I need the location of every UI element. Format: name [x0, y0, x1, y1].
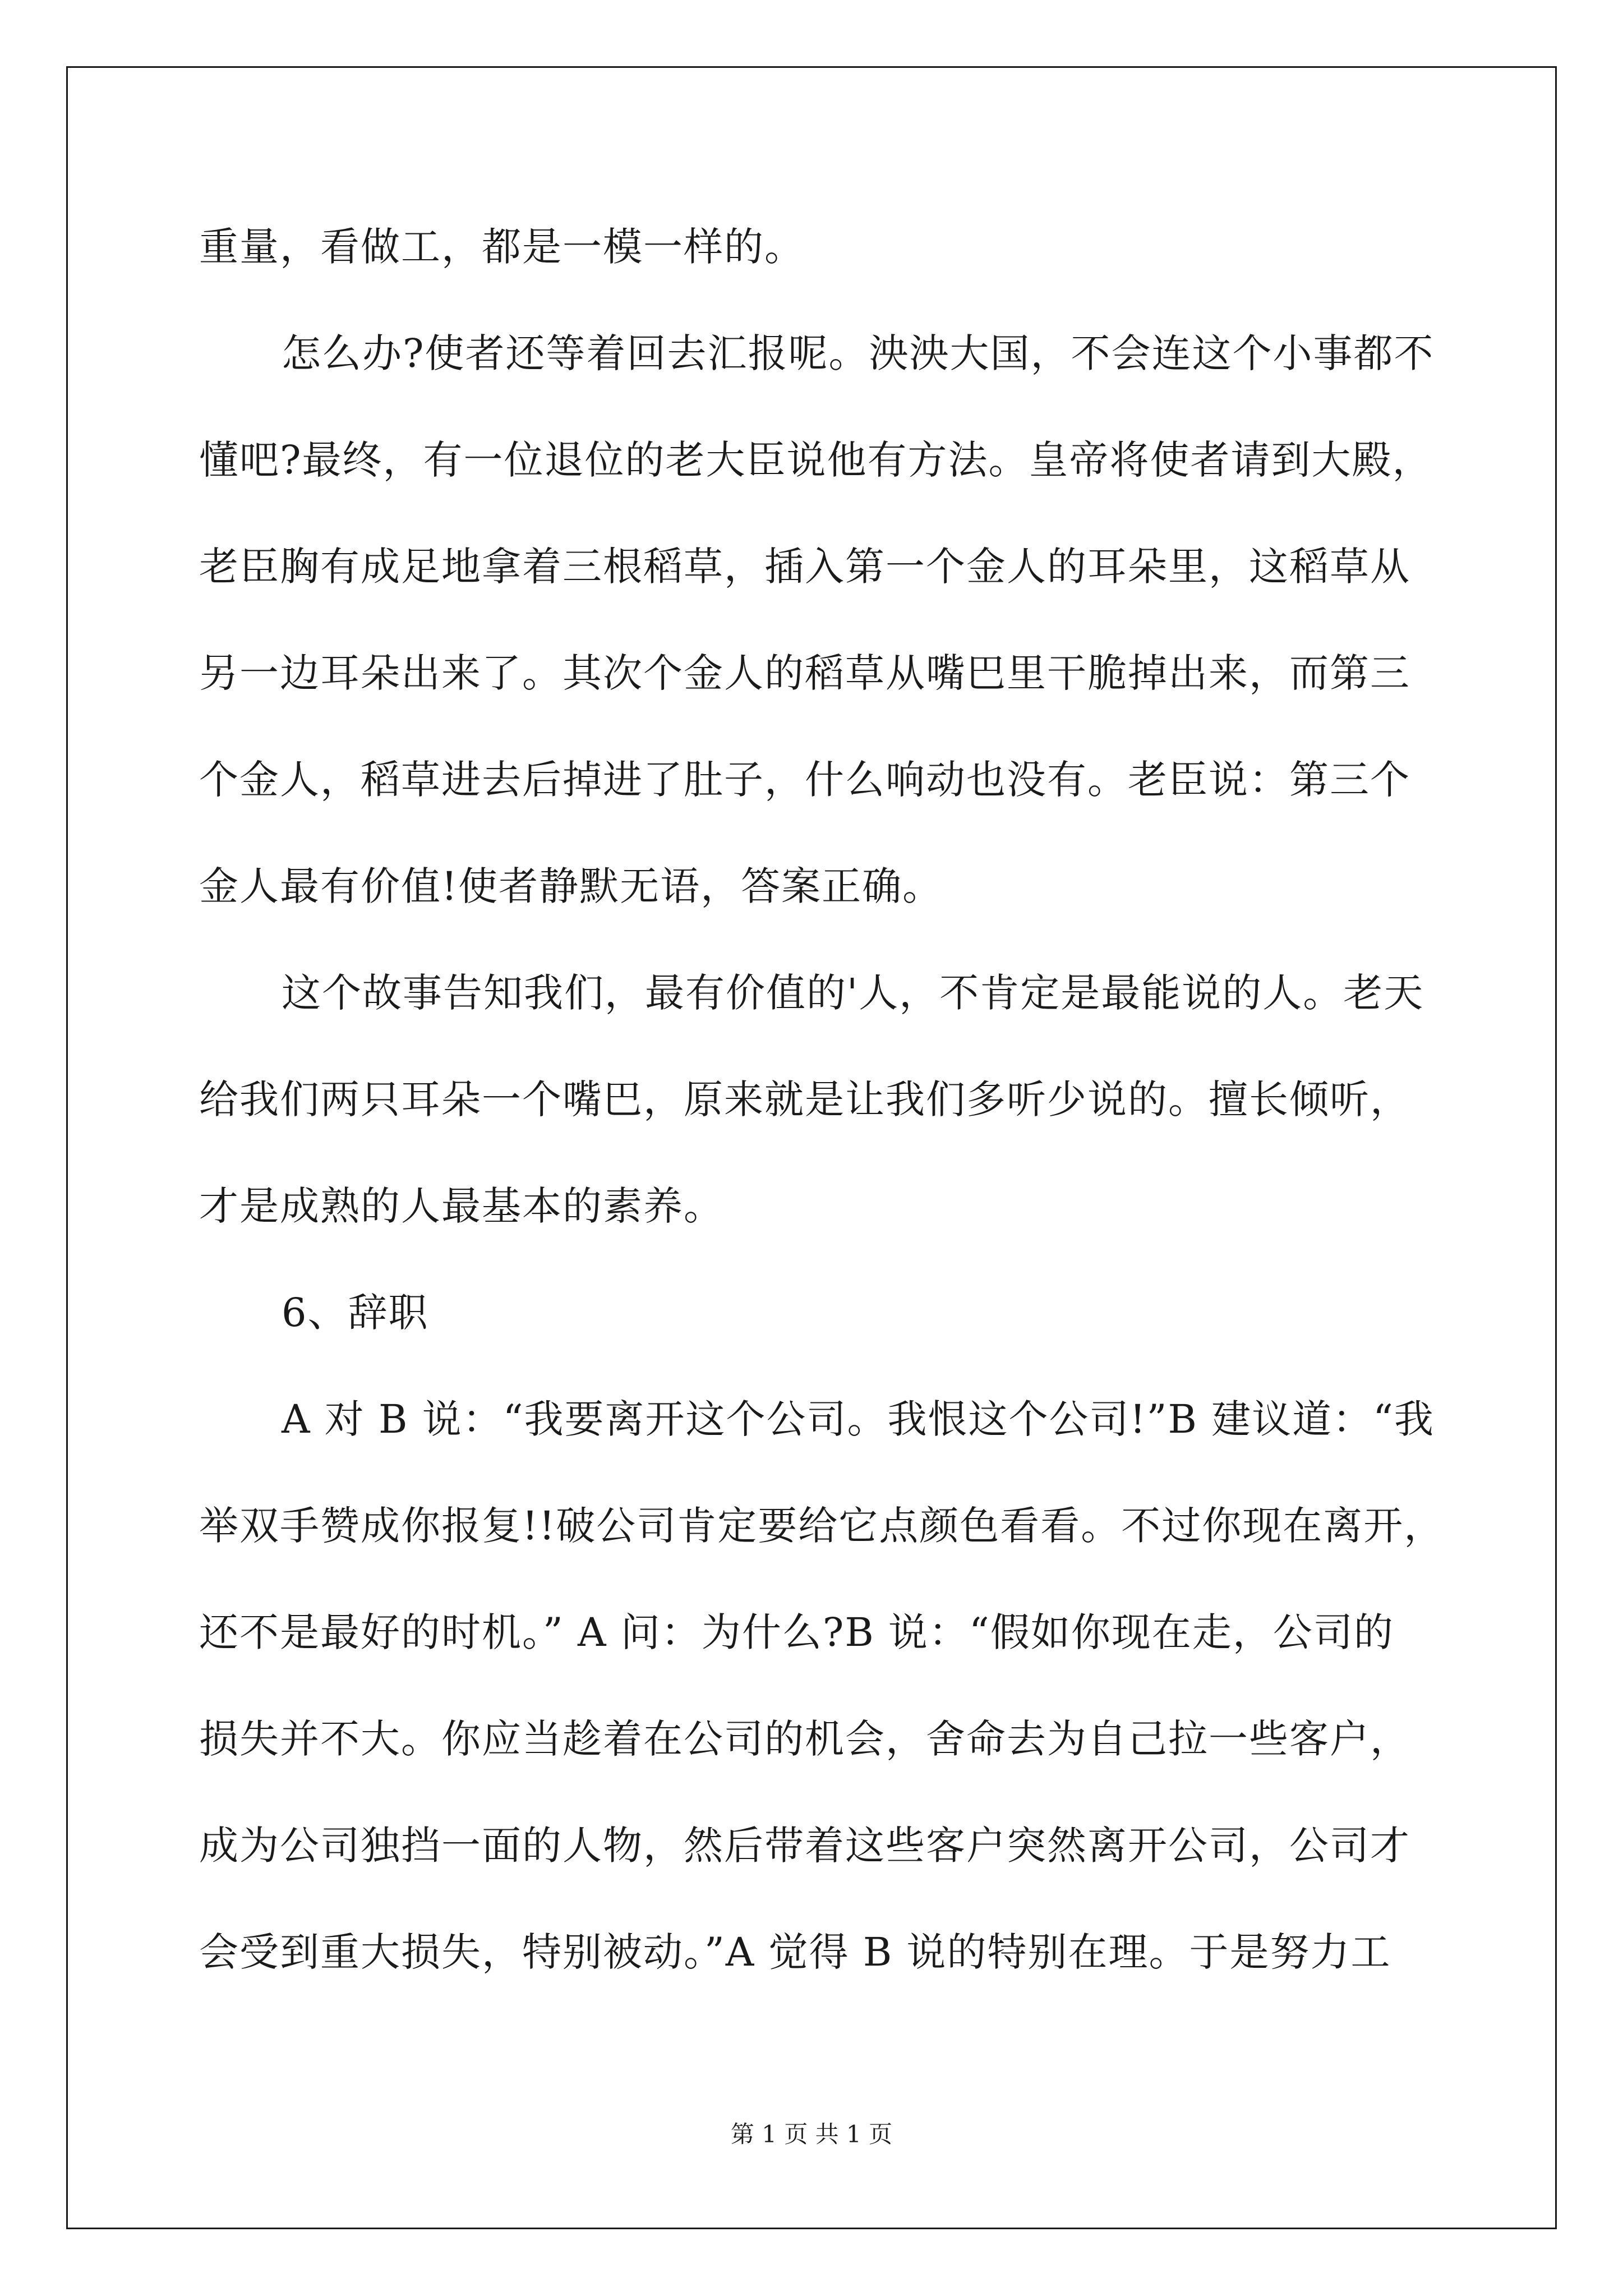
text-line-5: 另一边耳朵出来了。其次个金人的稻草从嘴巴里干脆掉出来，而第三: [199, 650, 1410, 696]
text-line-16: 成为公司独挡一面的人物，然后带着这些客户突然离开公司，公司才: [199, 1823, 1410, 1869]
text-line-1: 重量，看做工，都是一模一样的。: [199, 224, 805, 270]
page-footer: 第 1 页 共 1 页: [730, 2120, 893, 2148]
text-line-15: 损失并不大。你应当趁着在公司的机会，舍命去为自己拉一些客户，: [199, 1716, 1410, 1762]
text-line-10: 才是成熟的人最基本的素养。: [199, 1183, 724, 1229]
text-line-7: 金人最有价值!使者静默无语，答案正确。: [199, 863, 943, 909]
text-line-13: 举双手赞成你报复!!破公司肯定要给它点颜色看看。不过你现在离开，: [199, 1503, 1445, 1549]
text-line-9: 给我们两只耳朵一个嘴巴，原来就是让我们多听少说的。擅长倾听，: [199, 1076, 1410, 1122]
text-line-2: 怎么办?使者还等着回去汇报呢。泱泱大国，不会连这个小事都不: [282, 330, 1435, 376]
page-border: [66, 66, 1557, 2229]
section-heading: 6、辞职: [282, 1290, 429, 1336]
text-line-8: 这个故事告知我们，最有价值的'人，不肯定是最能说的人。老天: [282, 970, 1424, 1016]
text-line-6: 个金人，稻草进去后掉进了肚子，什么响动也没有。老臣说：第三个: [199, 757, 1410, 803]
text-line-3: 懂吧?最终，有一位退位的老大臣说他有方法。皇帝将使者请到大殿，: [199, 437, 1433, 483]
text-line-12: A 对 B 说：“我要离开这个公司。我恨这个公司!”B 建议道：“我: [282, 1396, 1435, 1442]
text-line-17: 会受到重大损失，特别被动。”A 觉得 B 说的特别在理。于是努力工: [199, 1929, 1391, 1975]
text-line-4: 老臣胸有成足地拿着三根稻草，插入第一个金人的耳朵里，这稻草从: [199, 544, 1410, 590]
text-line-14: 还不是最好的时机。” A 问：为什么?B 说：“假如你现在走，公司的: [199, 1609, 1394, 1655]
